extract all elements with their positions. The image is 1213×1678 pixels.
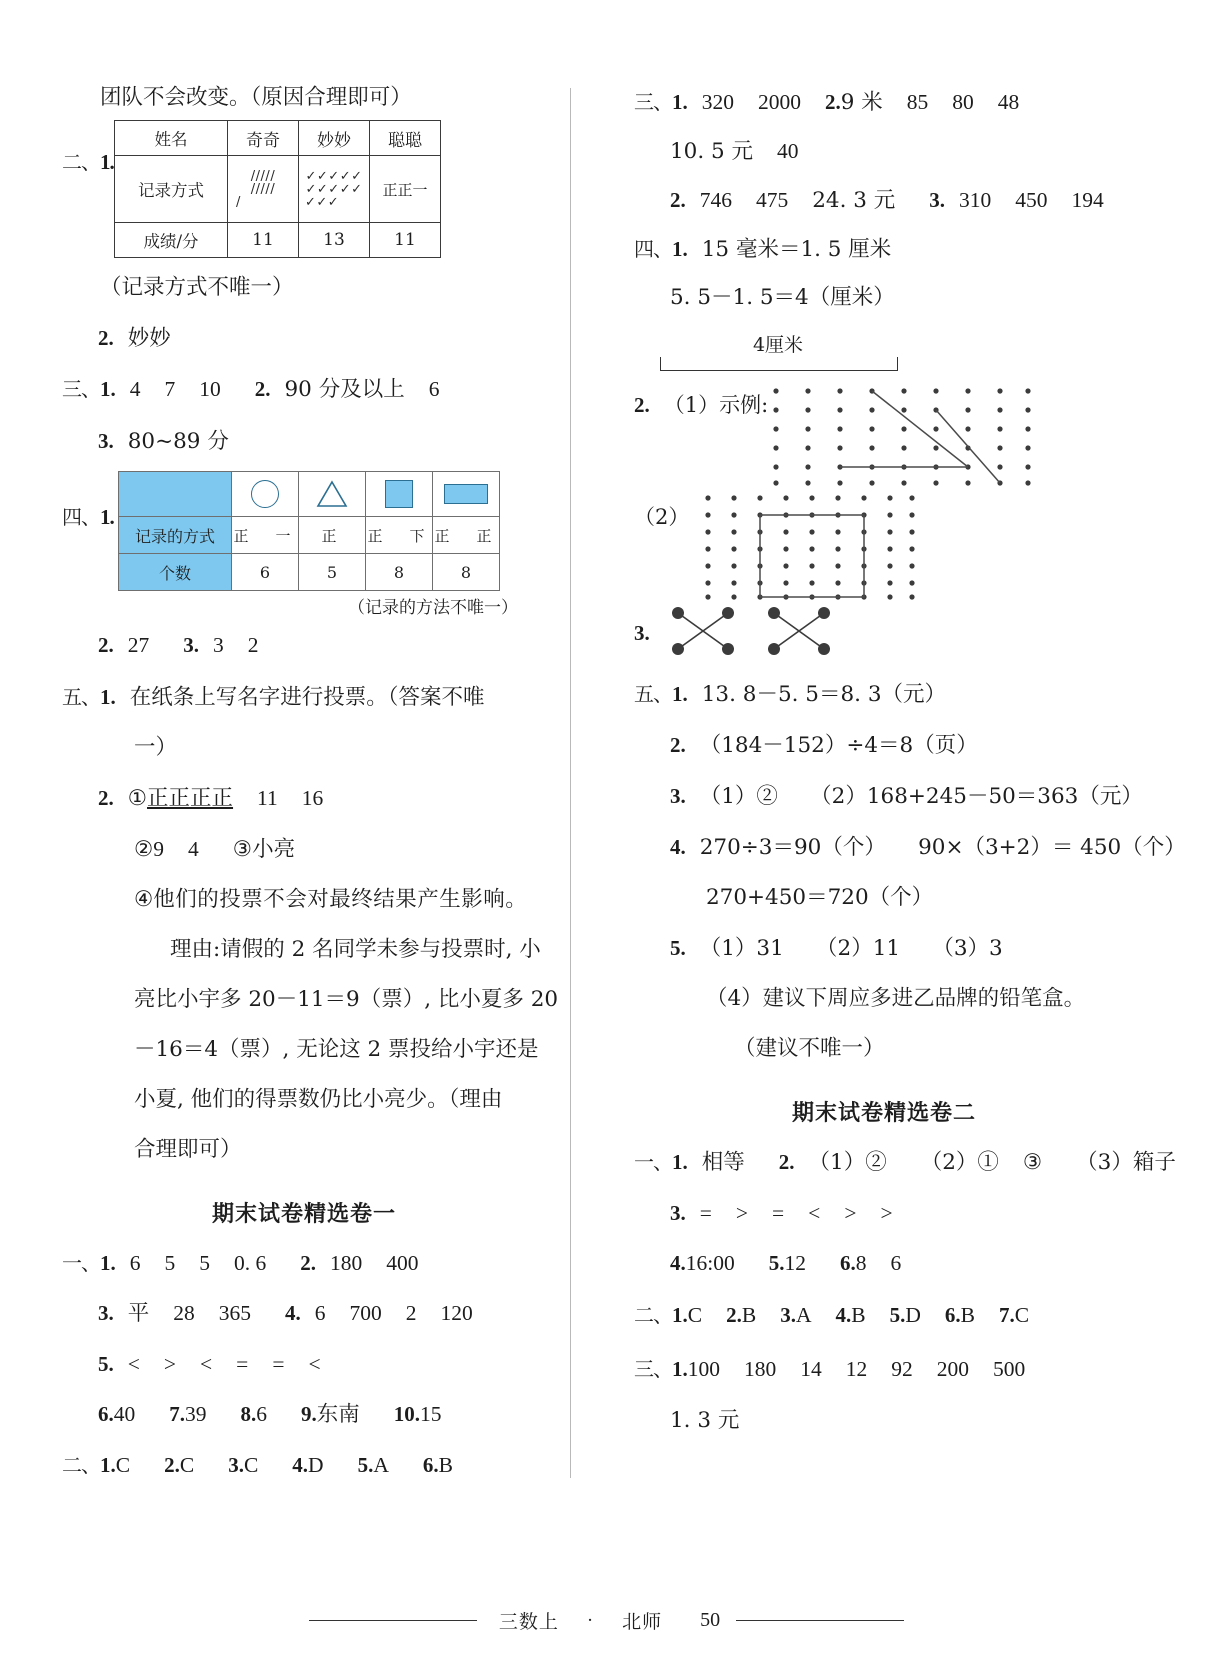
reason-line-3: 小夏, 他们的得票数仍比小亮少。（理由 [134,1087,503,1112]
shape-count-0: 6 [232,554,299,591]
tally-name-1: 妙妙 [299,121,370,156]
section-five-item-1: 五、 1. 在纸条上写名字进行投票。（答案不唯 [62,685,485,710]
shape-row-label-count: 个数 [119,554,232,591]
pairing-label: 3. [634,621,650,645]
dotgrid-block-2 [634,491,1194,601]
measure-bracket-block [634,330,1194,371]
right-section-four-line-2: 5. 5－1. 5＝4（厘米） [670,285,895,310]
shape-table-corner [119,472,232,517]
section-five-item-2b: ② 9 4 ③ 小亮 [134,837,296,862]
section-three-line-2: 3. 80~89 分 [98,429,229,454]
reason-line-2: －16＝4（票）, 无论这 2 票投给小宇还是 [134,1037,539,1062]
dot-grid-triangle-diagram [768,383,1036,487]
right-section-five-row-7: （建议不唯一） [734,1036,885,1061]
triangle-icon [316,480,348,508]
right-section-five-row-0: 五、 1. 13. 8－5. 5＝8. 3（元） [634,682,947,707]
shape-triangle-header [299,472,366,517]
tally-header-name: 姓名 [115,121,228,156]
shape-count-2: 8 [366,554,433,591]
table-row [119,472,500,517]
table-row [115,156,441,223]
section-two-marker: 二、1. [62,150,114,174]
right-section-five-row-4: 270+450＝720（个） [706,885,934,910]
footer-separator: · [586,1609,595,1631]
shape-marks-0: 正 一 [232,517,299,554]
two-column-body [0,78,1213,1558]
pairing-diagram-block [634,603,1194,659]
tally-score-1: 13 [299,223,370,258]
tally-score-2: 11 [370,223,441,258]
paper-two-title: 期末试卷精选卷二 [791,1100,976,1126]
paper-one-row-3: 5. < > < = = < [98,1352,321,1376]
right-section-three-line-1: 三、 1. 320 2000 2. 9 米 85 80 48 [634,90,1020,115]
tally-header-score: 成绩/分 [115,223,228,258]
table-row [119,554,500,591]
right-column [590,78,1194,1558]
tally-marks-0: ///// ///// / [228,156,299,223]
tally-score-0: 11 [228,223,299,258]
paper-two-row-2: 3. = > = < > > [670,1201,893,1225]
dot-grid-rectangle-diagram [700,491,920,601]
bracket-label: 4厘米 [752,334,804,356]
section-four-block [62,471,590,591]
right-section-three-line-2: 10. 5 元 40 [670,139,799,164]
cross-pairing-diagram [664,603,864,659]
table-row [119,517,500,554]
tally-table [114,120,441,258]
footer-rule-right [736,1620,904,1622]
shape-square-header [366,472,433,517]
tally-name-2: 聪聪 [370,121,441,156]
tally-name-0: 奇奇 [228,121,299,156]
section-four-marker: 四、1. [62,505,114,529]
section-five-item-2c: ④ 他们的投票不会对最终结果产生影响。 [134,887,528,912]
dotgrid-block-1 [634,383,1194,487]
section-two-block [62,120,590,258]
footer-rule-left [309,1620,477,1622]
tally-table-note: （记录方式不唯一） [100,275,294,300]
shape-count-table [118,471,500,591]
right-section-four-line-1: 四、 1. 15 毫米＝1. 5 厘米 [634,237,892,262]
page-number: 50 [700,1609,721,1631]
right-section-five-row-3: 4. 270÷3＝90（个） 90×（3+2）＝ 450（个） [670,835,1186,860]
shape-rectangle-header [433,472,500,517]
shape-count-3: 8 [433,554,500,591]
paper-one-row-4: 6. 40 7. 39 8. 6 9. 东南 10. 15 [98,1402,442,1427]
reason-line-1: 亮比小宇多 20－11＝9（票）, 比小夏多 20 [134,987,559,1012]
reason-line-4: 合理即可） [134,1137,242,1162]
shape-count-1: 5 [299,554,366,591]
dotgrid-2-label: （2） [634,505,690,529]
paper-two-section-three-row-1: 三、 1. 100 180 14 12 92 200 500 [634,1357,1026,1381]
table-row [115,223,441,258]
right-section-five-row-6: （4）建议下周应多进乙品牌的铅笔盒。 [706,986,1086,1011]
paper-one-row-1: 一、 1. 6 5 5 0. 6 2. 180 400 [62,1251,419,1275]
section-five-item-2a: 2. ① 正正正正 11 16 [98,786,324,811]
right-section-five-row-1: 2. （184－152）÷4＝8（页） [670,733,978,758]
right-section-three-line-3: 2. 746 475 24. 3 元 3. 310 450 194 [670,188,1104,213]
dotgrid-1-label: 2. （1）示例: [634,393,769,417]
right-section-five-row-2: 3. （1）② （2）168+245－50＝363（元） [670,784,1143,809]
section-four-item-2: 2. 27 3. 3 2 [98,633,259,657]
left-column [0,78,590,1558]
right-section-five-row-5: 5. （1）31 （2）11 （3）3 [670,936,1003,961]
shape-marks-2: 正 下 [366,517,433,554]
shape-marks-3: 正 正 [433,517,500,554]
table-row [115,121,441,156]
paper-two-row-1: 一、 1. 相等 2. （1）② （2）① ③ （3）箱子 [634,1150,1176,1175]
reason-line-0: 理由:请假的 2 名同学未参与投票时, 小 [170,937,541,962]
section-five-item-1-cont: 一） [134,735,178,760]
page-footer [0,1607,1213,1634]
paper-two-section-two-row: 二、 1. C 2. B 3. A 4. B 5. D 6. B 7. C [634,1303,1030,1327]
footer-subject: 三数上 [498,1611,559,1633]
tally-marks-2: 正正一 [370,156,441,223]
tally-header-method: 记录方式 [115,156,228,223]
section-two-item-2: 2. 妙妙 [98,326,171,351]
paper-one-section-two-row: 二、 1. C 2. C 3. C 4. D 5. A 6. B [62,1453,453,1477]
shape-row-label-method: 记录的方式 [119,517,232,554]
paper-two-row-3: 4. 16:00 5. 12 6. 8 6 [670,1251,902,1275]
shape-table-note: （记录的方法不唯一） [348,598,518,618]
shape-circle-header [232,472,299,517]
shape-marks-1: 正 [299,517,366,554]
left-top-line: 团队不会改变。（原因合理即可） [100,85,412,110]
paper-one-title: 期末试卷精选卷一 [211,1201,396,1227]
paper-one-row-2: 3. 平 28 365 4. 6 700 2 120 [98,1301,473,1326]
bracket-shape [660,357,898,371]
tally-marks-1: ✓✓✓✓✓ ✓✓✓✓✓ ✓✓✓ [299,156,370,223]
paper-two-section-three-row-2: 1. 3 元 [670,1408,740,1433]
section-three-line-1: 三、 1. 4 7 10 2. 90 分及以上 6 [62,377,440,402]
footer-edition: 北师 [622,1611,663,1633]
